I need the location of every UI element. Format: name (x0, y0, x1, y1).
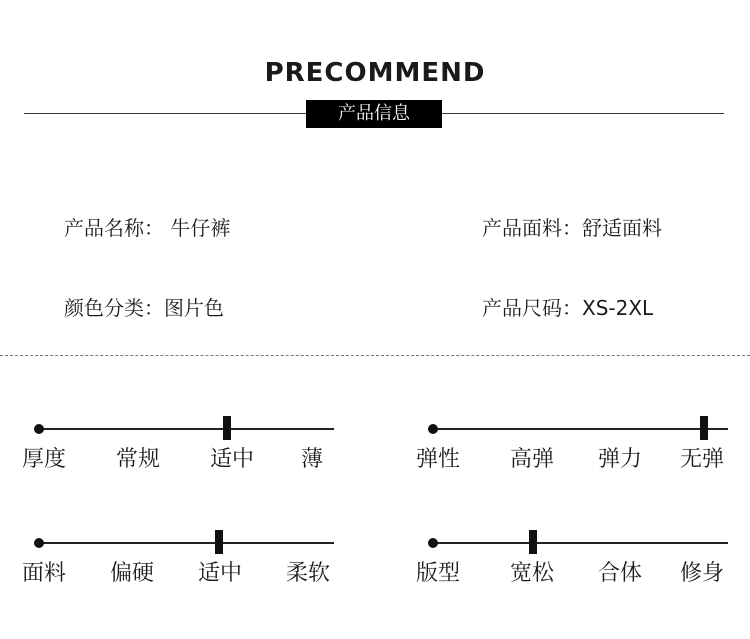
thickness-scale (21, 416, 334, 496)
elasticity-scale (415, 416, 728, 496)
product-name: 产品名称： 牛仔裤 (64, 216, 231, 240)
scale-label: 常规 (115, 447, 161, 472)
scale-label: 适中 (197, 561, 243, 586)
scale-label: 宽松 (509, 561, 555, 586)
scale-label: 弹力 (597, 447, 643, 472)
scale-label: 高弹 (509, 447, 555, 472)
scale-track (38, 542, 334, 544)
scale-marker (223, 416, 231, 440)
scale-marker (215, 530, 223, 554)
section-divider (0, 355, 750, 356)
page-title: PRECOMMEND (264, 58, 486, 88)
softness-scale (21, 530, 334, 610)
scale-label: 面料 (21, 561, 67, 586)
scale-track (432, 428, 728, 430)
scale-label: 修身 (679, 561, 725, 586)
scale-track (432, 542, 728, 544)
product-fabric: 产品面料：舒适面料 (482, 216, 662, 240)
scale-start-dot (34, 424, 44, 434)
scale-start-dot (428, 424, 438, 434)
scale-start-dot (34, 538, 44, 548)
scale-start-dot (428, 538, 438, 548)
scale-label: 薄 (300, 447, 324, 472)
scale-label: 厚度 (21, 447, 67, 472)
product-size: 产品尺码：XS-2XL (482, 296, 654, 320)
scale-label: 版型 (415, 561, 461, 586)
scale-label: 柔软 (285, 561, 331, 586)
scale-label: 合体 (597, 561, 643, 586)
section-subtitle: 产品信息 (306, 100, 442, 128)
scale-track (38, 428, 334, 430)
product-color: 颜色分类：图片色 (64, 296, 224, 320)
scale-label: 偏硬 (109, 561, 155, 586)
scale-marker (529, 530, 537, 554)
fit-scale (415, 530, 728, 610)
scale-label: 适中 (209, 447, 255, 472)
scale-label: 弹性 (415, 447, 461, 472)
scale-label: 无弹 (679, 447, 725, 472)
scale-marker (700, 416, 708, 440)
